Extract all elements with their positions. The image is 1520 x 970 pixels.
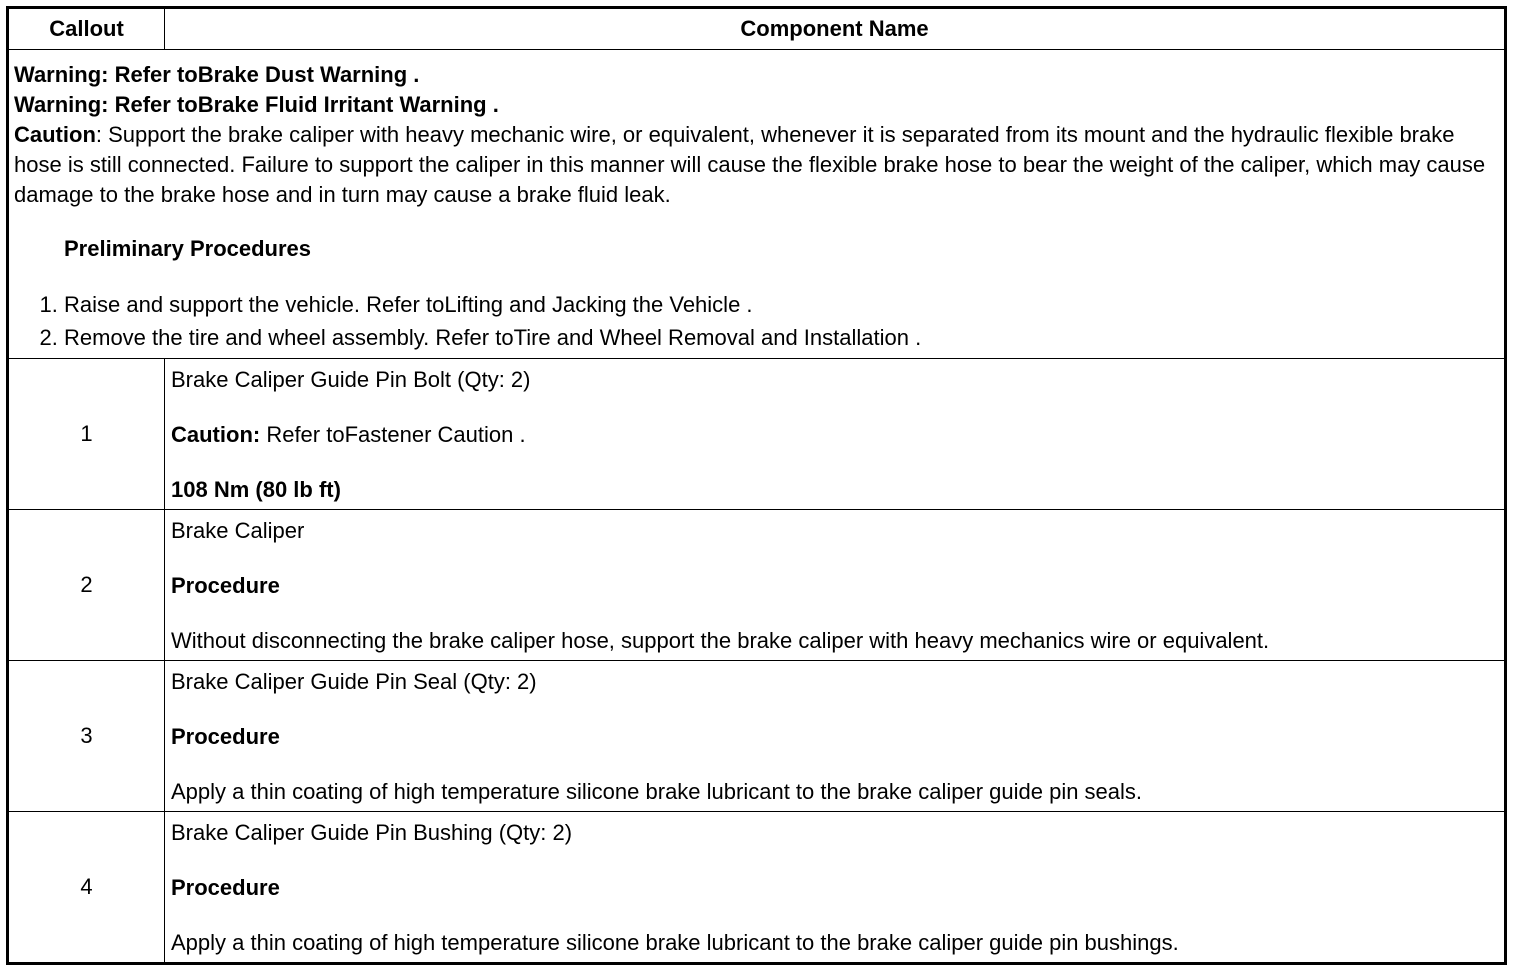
intro-row [8,50,1506,359]
component-cell [165,661,1506,812]
torque-spec: 108 Nm (80 lb ft) [171,477,341,502]
caution-text: Refer toFastener Caution . [260,422,526,447]
caution-label: Caution [14,122,96,147]
procedure-label: Procedure [171,573,280,598]
caution-label: Caution: [171,422,261,447]
callout-number: 2 [8,510,165,661]
caution-note [171,420,1498,450]
table-row [8,510,1506,661]
component-name: Brake Caliper Guide Pin Seal (Qty: 2) [171,669,537,694]
component-name: Brake Caliper Guide Pin Bushing (Qty: 2) [171,820,573,845]
procedure-text: Without disconnecting the brake caliper hose, support the brake caliper with heavy mechanics wire or equivalent. [171,628,1270,653]
procedure-text: Apply a thin coating of high temperature silicone brake lubricant to the brake caliper guide pin seals. [171,779,1143,804]
callout-number: 4 [8,812,165,964]
table-row [8,359,1506,510]
component-table [6,6,1507,965]
callout-number: 3 [8,661,165,812]
warning-brake-dust: Warning: Refer toBrake Dust Warning . [14,62,420,87]
component-name: Brake Caliper Guide Pin Bolt (Qty: 2) [171,367,531,392]
caution-text: : Support the brake caliper with heavy mechanic wire, or equivalent, whenever it is separated from its mount and the hydraulic flexible brake hose is still connected. Failure to support the caliper in this manner will cause the flexible brake hose to bear the weight of the caliper, which may cause damage to the brake hose and in turn may cause a brake fluid leak. [14,122,1486,207]
component-cell [165,510,1506,661]
table-row [8,661,1506,812]
preliminary-procedures-title: Preliminary Procedures [64,236,312,261]
procedure-label: Procedure [171,724,280,749]
intro-cell [8,50,1506,359]
table-row [8,812,1506,964]
caution-support-caliper [14,120,1498,210]
callout-number: 1 [8,359,165,510]
component-cell [165,812,1506,964]
header-row [8,8,1506,50]
component-cell [165,359,1506,510]
preliminary-steps [14,288,1498,354]
procedure-text: Apply a thin coating of high temperature silicone brake lubricant to the brake caliper guide pin bushings. [171,930,1179,955]
procedure-label: Procedure [171,875,280,900]
callout-header: Callout [8,8,165,50]
component-name: Brake Caliper [171,518,305,543]
step-item: 2. Remove the tire and wheel assembly. Refer toTire and Wheel Removal and Installation . [64,321,1498,354]
component-name-header: Component Name [165,8,1506,50]
step-item: 1. Raise and support the vehicle. Refer toLifting and Jacking the Vehicle . [64,288,1498,321]
warning-brake-fluid: Warning: Refer toBrake Fluid Irritant Warning . [14,92,499,117]
